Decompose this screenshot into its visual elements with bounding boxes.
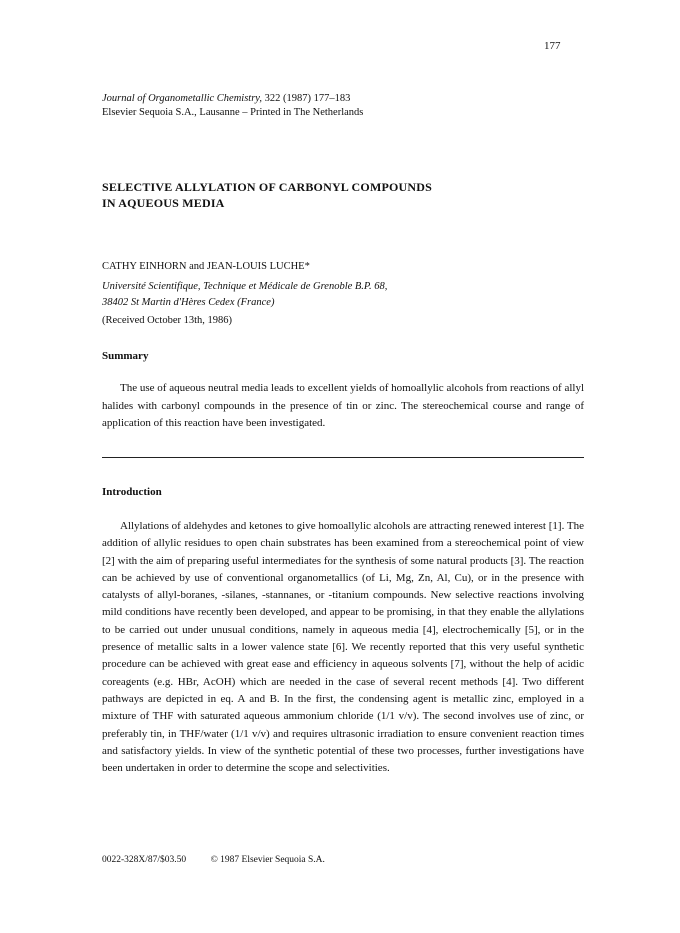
journal-citation (102, 92, 363, 106)
summary-heading: Summary (102, 350, 149, 362)
introduction-heading: Introduction (102, 486, 162, 498)
received-date: (Received October 13th, 1986) (102, 315, 233, 326)
summary-paragraph: The use of aqueous neutral media leads to excellent yields of homoallylic alcohols from reactions of allyl halides with carbonyl compounds in the presence of tin or zinc. The stereochemical course and range of application of this reaction have been investigated. (102, 382, 584, 429)
publisher-line: Elsevier Sequoia S.A., Lausanne – Printed in The Netherlands (102, 107, 364, 118)
affiliation-line-1: Université Scientifique, Technique et Médicale de Grenoble B.P. 68, (102, 281, 388, 292)
title-line-2: IN AQUEOUS MEDIA (102, 196, 225, 210)
article-code: 0022-328X/87/$03.50 (102, 855, 187, 865)
affiliation-line-2: 38402 St Martin d'Hères Cedex (France) (102, 297, 275, 308)
journal-volume-pages: 322 (1987) 177–183 (262, 93, 351, 104)
introduction-paragraph: Allylations of aldehydes and ketones to give homoallylic alcohols are attracting renewed interest [1]. The addition of allylic residues to open chain substrates has been examined from a stereochemical point of view [2] with the aim of preparing useful intermediates for the synthesis of some natural products [3]. The reaction can be achieved by use of conventional organometallics (of Li, Mg, Zn, Al, Cu), or in the presence with catalysts of allyl-boranes, -silanes, -stannanes, or -titanium compounds. New selective reactions involving mild conditions have recently been developed, and appear to be promising, in that they enable the allylations to be carried out under unusual conditions, namely in aqueous media [4], electrochemically [5], or in the presence of metallic salts in a lower valence state [6]. We recently reported that this very useful synthetic procedure can be achieved with great ease and efficiency in aqueous solvents [7], without the help of acidic coreagents (e.g. HBr, AcOH) which are needed in the case of several recent methods [4]. Two different pathways are depicted in eq. A and B. In the first, the condensing agent is metallic zinc, employed in a mixture of THF with saturated aqueous ammonium chloride (1/1 v/v). The second involves use of zinc, or preferably tin, in THF/water (1/1 v/v) and requires ultrasonic irradiation to ensure convenient reaction times and satisfactory yields. In view of the synthetic potential of these two processes, further investigations have been undertaken in order to determine the scope and selectivities. (102, 520, 584, 775)
title-line-1: SELECTIVE ALLYLATION OF CARBONYL COMPOUNDS (102, 180, 433, 194)
journal-header (102, 92, 363, 120)
page-number: 177 (544, 40, 561, 52)
authors: CATHY EINHORN and JEAN-LOUIS LUCHE* (102, 261, 310, 272)
footer (102, 855, 325, 865)
affiliation (102, 279, 387, 311)
journal-name: Journal of Organometallic Chemistry, (102, 93, 263, 104)
article-title (102, 179, 582, 211)
copyright: © 1987 Elsevier Sequoia S.A. (210, 855, 325, 865)
section-divider (102, 457, 584, 458)
